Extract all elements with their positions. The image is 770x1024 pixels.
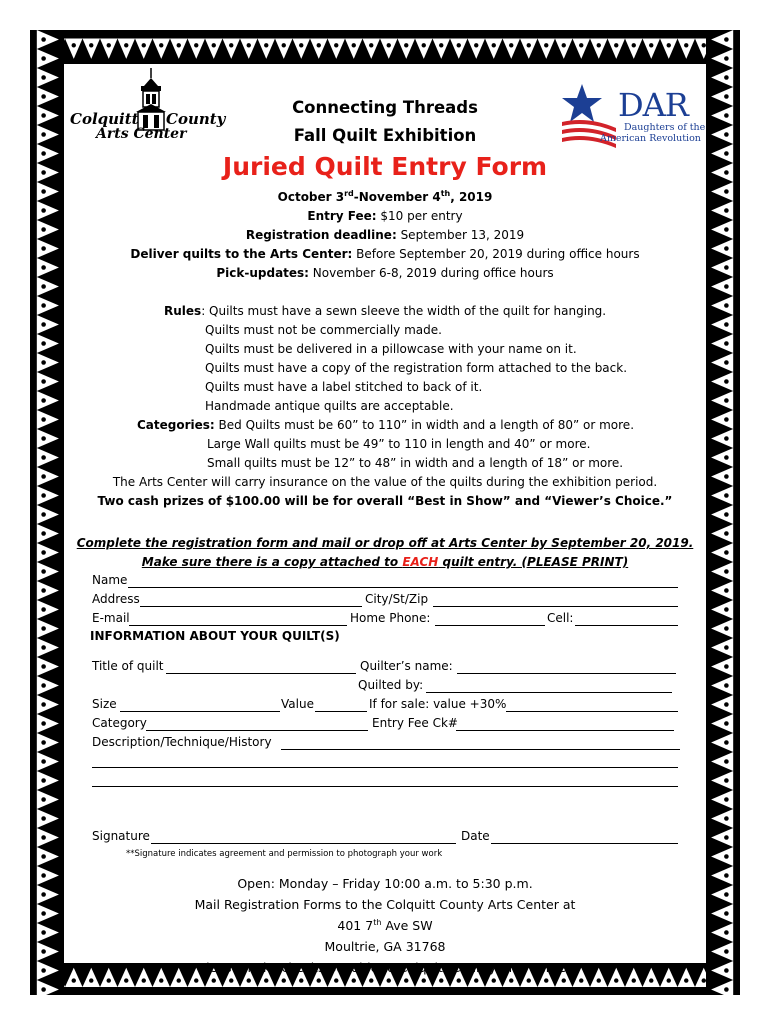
home-phone-input[interactable] [435, 625, 545, 626]
category-item: Large Wall quilts must be 49” to 110 in length and 40” or more. [207, 437, 591, 451]
open-hours: Open: Monday – Friday 10:00 a.m. to 5:30 p.m. [237, 876, 533, 891]
dar-subtitle-2: American Revolution [600, 133, 701, 144]
city-input[interactable] [433, 606, 678, 607]
rules-list [205, 321, 705, 416]
delivery-info [0, 245, 770, 264]
cell-input[interactable] [575, 625, 678, 626]
rule-item: Quilts must not be commercially made. [205, 323, 442, 337]
email-input[interactable] [129, 625, 347, 626]
dates-sup-1: rd [344, 189, 354, 198]
size-input[interactable] [120, 711, 280, 712]
dates-text: October 3 [277, 190, 345, 204]
footer-info [0, 873, 770, 978]
border-top [30, 30, 740, 64]
fee-label: Entry Fee: [307, 209, 377, 223]
street-address [0, 915, 770, 936]
for-sale-input[interactable] [506, 711, 678, 712]
rule-item: Quilts must have a copy of the registration form attached to the back. [205, 361, 628, 375]
dar-logo-text: DAR [618, 86, 688, 124]
instruction-line-2 [0, 553, 770, 572]
rule-item: Quilts must be delivered in a pillowcase with your name on it. [205, 342, 577, 356]
event-info [0, 188, 770, 283]
arts-center-logo [68, 66, 226, 146]
category-item [137, 416, 697, 435]
logo-text-arts-center: Arts Center [96, 126, 187, 142]
quilter-name-label: Quilter’s name: [360, 659, 453, 673]
size-label: Size [92, 697, 117, 711]
pickup-value: November 6-8, 2019 during office hours [308, 266, 554, 280]
quilter-name-input[interactable] [457, 673, 676, 674]
rule-item: Handmade antique quilts are acceptable. [205, 399, 454, 413]
category-text: Bed Quilts must be 60” to 110” in width and a length of 80” or more. [214, 418, 635, 432]
category-item: Small quilts must be 12” to 48” in width and a length of 18” or more. [207, 456, 624, 470]
address-input[interactable] [140, 606, 362, 607]
logo-text-colquitt: Colquitt [70, 110, 139, 128]
signature-label: Signature [92, 829, 150, 843]
instruction-text: Make sure there is a copy attached to [141, 555, 403, 569]
name-input[interactable] [128, 587, 678, 588]
event-dates [0, 188, 770, 207]
exhibition-title [270, 94, 500, 150]
deadline-value: September 13, 2019 [396, 228, 525, 242]
instructions [0, 534, 770, 572]
pickup-info [0, 264, 770, 283]
signature-note: **Signature indicates agreement and permission to photograph your work [126, 849, 443, 859]
name-label: Name [92, 573, 128, 587]
pickup-label: Pick-updates: [216, 266, 309, 280]
dates-text-2: -November 4 [353, 190, 441, 204]
dates-text-3: , 2019 [450, 190, 493, 204]
mail-instructions: Mail Registration Forms to the Colquitt County Arts Center at [194, 897, 576, 912]
deliver-label: Deliver quilts to the Arts Center: [130, 247, 353, 261]
dates-sup-2: th [440, 189, 451, 198]
categories-list [207, 435, 707, 473]
signature-input[interactable] [151, 843, 456, 844]
rules-section [164, 302, 704, 321]
dar-subtitle-1: Daughters of the [624, 122, 706, 133]
categories-section [137, 416, 697, 435]
date-label: Date [461, 829, 490, 843]
payment-note: Please make checks payable to Colquitt County Arts Center [198, 960, 572, 975]
rule-item: Quilts must have a label stitched to back of it. [205, 380, 483, 394]
each-emphasis: EACH [402, 555, 439, 569]
title-of-quilt-input[interactable] [166, 673, 356, 674]
rules-label: Rules [164, 304, 202, 318]
description-line-3[interactable] [92, 786, 678, 787]
rule-item [164, 302, 704, 321]
value-input[interactable] [315, 711, 367, 712]
instruction-text-2: quilt entry. (PLEASE PRINT) [438, 555, 629, 569]
quilt-info-heading: INFORMATION ABOUT YOUR QUILT(S) [90, 629, 340, 643]
entry-fee [0, 207, 770, 226]
quilted-by-input[interactable] [426, 692, 672, 693]
description-label: Description/Technique/History [92, 735, 272, 749]
entry-fee-input[interactable] [456, 730, 674, 731]
email-label: E-mail [92, 611, 130, 625]
deliver-value: Before September 20, 2019 during office hours [352, 247, 640, 261]
insurance-note: The Arts Center will carry insurance on the value of the quilts during the exhibition period. [112, 475, 658, 489]
categories-label: Categories: [137, 418, 215, 432]
address-street: Ave SW [381, 918, 433, 933]
dar-logo [558, 82, 708, 152]
form-title: Juried Quilt Entry Form [222, 152, 548, 181]
category-input[interactable] [146, 730, 368, 731]
value-label: Value [281, 697, 314, 711]
fee-value: $10 per entry [376, 209, 463, 223]
registration-deadline [0, 226, 770, 245]
home-phone-label: Home Phone: [350, 611, 431, 625]
entry-fee-label: Entry Fee Ck# [372, 716, 458, 730]
date-input[interactable] [491, 843, 678, 844]
city-state-zip: Moultrie, GA 31768 [324, 939, 446, 954]
instruction-line-1: Complete the registration form and mail or drop off at Arts Center by September 20, 2019. [76, 536, 694, 550]
address-number: 401 7 [337, 918, 374, 933]
cell-label: Cell: [547, 611, 574, 625]
description-line-2[interactable] [92, 767, 678, 768]
city-label: City/St/Zip [365, 592, 429, 606]
for-sale-label: If for sale: value +30% [369, 697, 507, 711]
rule-text: : Quilts must have a sewn sleeve the width of the quilt for hanging. [201, 304, 607, 318]
logo-text-county: County [166, 110, 226, 128]
title-line-1: Connecting Threads [292, 98, 478, 117]
prizes-note: Two cash prizes of $100.00 will be for overall “Best in Show” and “Viewer’s Choice.” [97, 494, 673, 508]
quilted-by-label: Quilted by: [358, 678, 424, 692]
description-input[interactable] [281, 749, 680, 750]
title-of-quilt-label: Title of quilt [92, 659, 164, 673]
address-sup: th [373, 917, 382, 927]
deadline-label: Registration deadline: [245, 228, 397, 242]
category-label: Category [92, 716, 147, 730]
address-label: Address [92, 592, 140, 606]
title-line-2: Fall Quilt Exhibition [293, 126, 477, 145]
